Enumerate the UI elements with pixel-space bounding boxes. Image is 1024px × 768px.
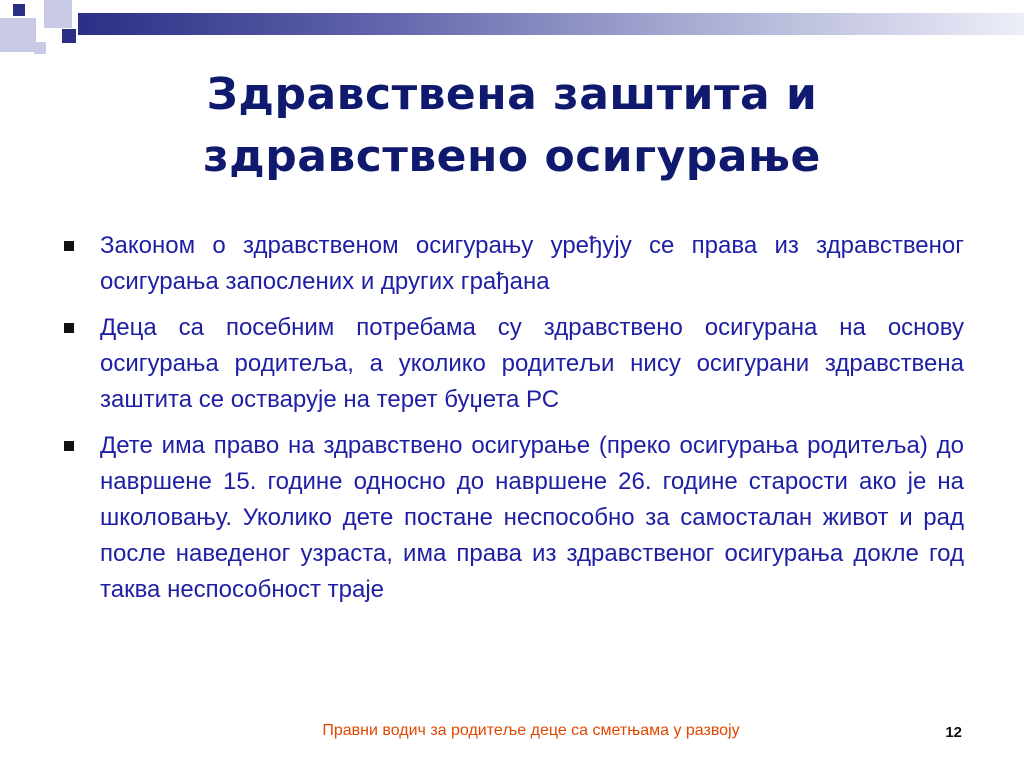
deco-square	[34, 42, 46, 54]
square-bullet-icon	[64, 241, 74, 251]
title-line-1: Здравствена заштита и	[206, 69, 818, 120]
deco-square	[13, 4, 25, 16]
slide-title	[0, 64, 1024, 188]
bullet-text: Законом о здравственом осигурању уређују се права из здравственог осигурања запослених и других грађана	[100, 232, 964, 295]
square-bullet-icon	[64, 323, 74, 333]
deco-square	[0, 18, 36, 52]
footer-caption: Правни водич за родитеље деце са сметњама у развоју	[322, 722, 740, 739]
square-bullet-icon	[64, 441, 74, 451]
bullet-list	[62, 228, 964, 618]
bullet-item	[62, 228, 964, 300]
bullet-item	[62, 428, 964, 608]
deco-square	[62, 29, 76, 43]
page-number: 12	[945, 724, 962, 741]
bullet-text: Деца са посебним потребама су здравствено осигурана на основу осигурања родитеља, а уколико родитељи нису осигурани здравствена заштита се остварује на терет буџета РС	[100, 314, 964, 413]
bullet-item	[62, 310, 964, 418]
deco-square	[44, 0, 72, 28]
title-line-2: здравствено осигурање	[203, 131, 821, 182]
header-gradient-band	[78, 13, 1024, 35]
decorative-header	[0, 0, 1024, 60]
bullet-text: Дете има право на здравствено осигурање (преко осигурања родитеља) до навршене 15. године односно до навршене 26. године старости ако је на школовању. Уколико дете постане неспособно за самосталан живот и рад после наведеног узраста, има права из здравственог осигурања докле год таква неспособност траје	[100, 432, 964, 603]
